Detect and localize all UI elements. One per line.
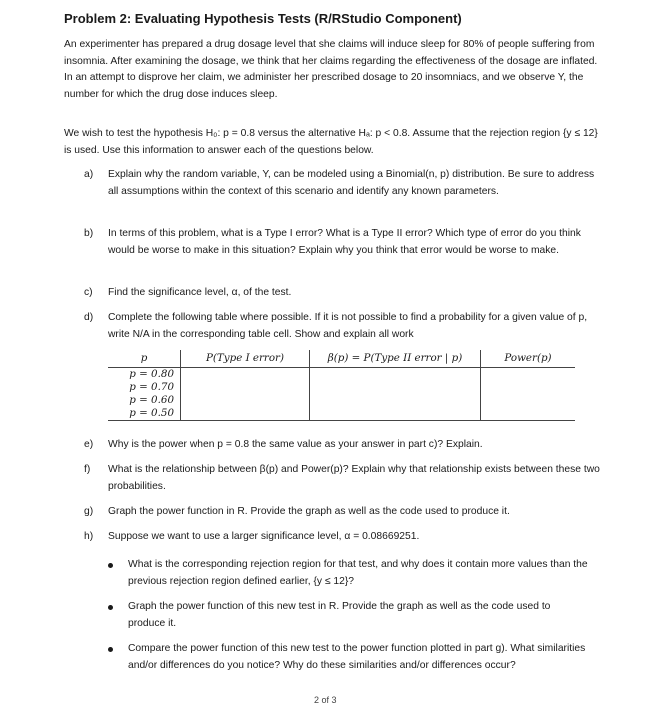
cell-beta[interactable] (310, 394, 481, 407)
col-header-power: Power(p) (481, 350, 576, 367)
part-c-label: c) (84, 287, 93, 298)
cell-power[interactable] (481, 394, 576, 407)
part-g-text: Graph the power function in R. Provide the graph as well as the code used to produce it. (108, 506, 510, 517)
cell-type-1[interactable] (181, 381, 310, 394)
part-g (84, 504, 604, 521)
cell-power[interactable] (481, 381, 576, 394)
cell-beta[interactable] (310, 367, 481, 381)
part-a (84, 167, 604, 200)
cell-type-1[interactable] (181, 367, 310, 381)
part-d-text: Complete the following table where possible. If it is not possible to find a probability for a given value of p, write N/A in the corresponding table cell. Show and explain all work (108, 312, 588, 340)
part-h (84, 529, 604, 546)
part-c-text: Find the significance level, α, of the test. (108, 287, 292, 298)
table-header-row (108, 350, 575, 367)
bullet-icon (108, 563, 113, 568)
part-f-label: f) (84, 464, 91, 475)
part-e-label: e) (84, 439, 94, 450)
bullet-text: What is the corresponding rejection region for that test, and why does it contain more values than the previous rejection region defined earlier, {y ≤ 12}? (128, 559, 588, 587)
part-d-label: d) (84, 312, 94, 323)
cell-beta[interactable] (310, 381, 481, 394)
part-b (84, 226, 604, 259)
intro-paragraph: An experimenter has prepared a drug dosage level that she claims will induce sleep for 80% of people suffering from insomnia. After examining the dosage, we think that her claims regarding the effectiveness of the dosage are inflated. In an attempt to disprove her claim, we administer her prescribed dosage to 20 insomniacs, and we observe Y, the number for which the drug dose induces sleep. (64, 39, 598, 100)
part-a-text: Explain why the random variable, Y, can be modeled using a Binomial(n, p) distribution. Be sure to address all assumptions within the context of this scenario and identify any known parameters. (108, 169, 595, 197)
error-probability-table (108, 350, 575, 421)
cell-type-1[interactable] (181, 407, 310, 421)
list-item (108, 599, 588, 632)
part-e-text: Why is the power when p = 0.8 the same value as your answer in part c)? Explain. (108, 439, 483, 450)
part-b-text: In terms of this problem, what is a Type I error? What is a Type II error? Which type of error do you think would be worse to make in this situation? Explain why you think that error would be worse to make. (108, 228, 581, 256)
cell-power[interactable] (481, 367, 576, 381)
part-a-label: a) (84, 169, 94, 180)
table-row (108, 394, 575, 407)
bullet-icon (108, 647, 113, 652)
list-item (108, 641, 588, 674)
row-p-value: p = 0.70 (129, 380, 174, 393)
row-p-value: p = 0.80 (129, 367, 174, 380)
col-header-p: p (108, 350, 181, 367)
bullet-text: Compare the power function of this new test to the power function plotted in part g). What similarities and/or differences do you notice? Why do these similarities and/or differences occur? (128, 643, 586, 671)
table-row (108, 407, 575, 421)
list-item (108, 557, 588, 590)
part-f (84, 462, 604, 495)
part-b-label: b) (84, 228, 94, 239)
table-row (108, 381, 575, 394)
row-p-value: p = 0.60 (129, 393, 174, 406)
hypothesis-paragraph: We wish to test the hypothesis H₀: p = 0.8 versus the alternative Hₐ: p < 0.8. Assume that the rejection region {y ≤ 12} is used. Use this information to answer each of the questions below. (64, 128, 598, 156)
table-row (108, 367, 575, 381)
part-e (84, 437, 604, 454)
cell-power[interactable] (481, 407, 576, 421)
part-h-label: h) (84, 531, 94, 542)
col-header-type-2: β(p) = P(Type II error | p) (310, 350, 481, 367)
cell-beta[interactable] (310, 407, 481, 421)
part-d (84, 310, 604, 343)
bullet-text: Graph the power function of this new test in R. Provide the graph as well as the code used to produce it. (128, 601, 551, 629)
page-number: 2 of 3 (314, 695, 337, 705)
part-h-text: Suppose we want to use a larger significance level, α = 0.08669251. (108, 531, 420, 542)
part-f-text: What is the relationship between β(p) and Power(p)? Explain why that relationship exists between these two probabilities. (108, 464, 600, 492)
part-g-label: g) (84, 506, 94, 517)
cell-type-1[interactable] (181, 394, 310, 407)
problem-title: Problem 2: Evaluating Hypothesis Tests (R/RStudio Component) (64, 11, 462, 26)
bullet-icon (108, 605, 113, 610)
part-c (84, 285, 604, 302)
row-p-value: p = 0.50 (108, 407, 181, 421)
col-header-type-1: P(Type I error) (181, 350, 310, 367)
